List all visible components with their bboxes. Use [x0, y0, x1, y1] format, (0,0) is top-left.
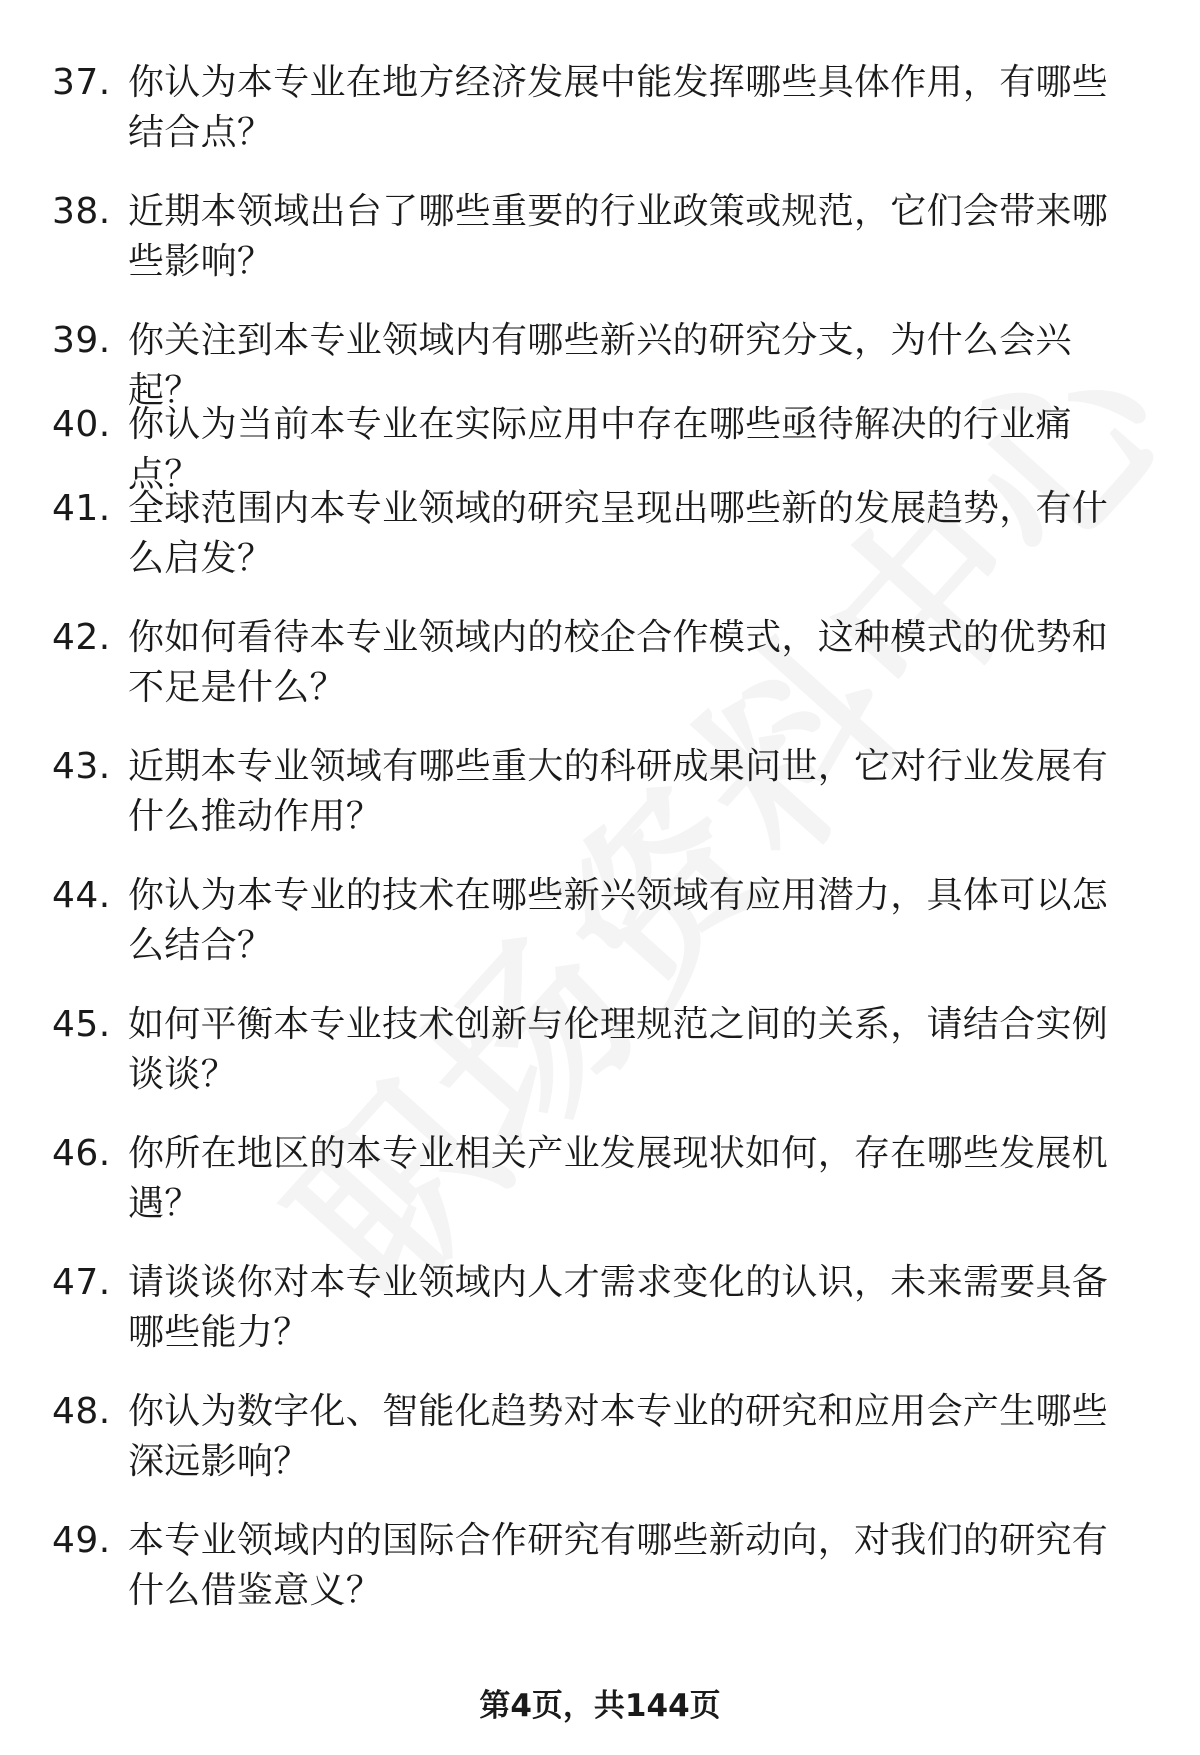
question-item: [0, 1516, 1200, 1645]
question-item: [0, 58, 1200, 187]
question-text: 近期本专业领域有哪些重大的科研成果问世，它对行业发展有什么推动作用？: [128, 746, 1109, 837]
question-text: 近期本领域出台了哪些重要的行业政策或规范，它们会带来哪些影响？: [128, 191, 1109, 282]
question-number: 42.: [52, 617, 111, 658]
question-text: 你认为当前本专业在实际应用中存在哪些亟待解决的行业痛点？: [128, 404, 1072, 495]
question-number: 43.: [52, 746, 111, 787]
question-number: 38.: [52, 191, 111, 232]
question-number: 41.: [52, 488, 111, 529]
page-footer: 第4页，共144页: [479, 1688, 721, 1724]
question-item: [0, 1387, 1200, 1516]
question-text: 你认为数字化、智能化趋势对本专业的研究和应用会产生哪些深远影响？: [128, 1391, 1109, 1482]
question-number: 47.: [52, 1262, 111, 1303]
question-number: 37.: [52, 62, 111, 103]
question-text: 你认为本专业的技术在哪些新兴领域有应用潜力，具体可以怎么结合？: [128, 875, 1109, 966]
question-text: 你认为本专业在地方经济发展中能发挥哪些具体作用，有哪些结合点？: [128, 62, 1109, 153]
question-text: 你所在地区的本专业相关产业发展现状如何，存在哪些发展机遇？: [128, 1133, 1109, 1224]
question-list: [0, 58, 1200, 1645]
question-item: [0, 400, 1200, 495]
question-item: [0, 1000, 1200, 1129]
question-text: 如何平衡本专业技术创新与伦理规范之间的关系，请结合实例谈谈？: [128, 1004, 1109, 1095]
question-text: 请谈谈你对本专业领域内人才需求变化的认识，未来需要具备哪些能力？: [128, 1262, 1109, 1353]
question-item: [0, 742, 1200, 871]
question-number: 39.: [52, 320, 111, 361]
question-item: [0, 1129, 1200, 1258]
question-number: 46.: [52, 1133, 111, 1174]
question-item: [0, 1258, 1200, 1387]
question-number: 44.: [52, 875, 111, 916]
question-number: 45.: [52, 1004, 111, 1045]
question-item: [0, 484, 1200, 613]
question-text: 你关注到本专业领域内有哪些新兴的研究分支，为什么会兴起？: [128, 320, 1072, 411]
question-item: [0, 316, 1200, 411]
question-number: 49.: [52, 1520, 111, 1561]
question-item: [0, 187, 1200, 316]
question-number: 48.: [52, 1391, 111, 1432]
question-text: 全球范围内本专业领域的研究呈现出哪些新的发展趋势，有什么启发？: [128, 488, 1109, 579]
question-item: [0, 613, 1200, 742]
question-item: [0, 871, 1200, 1000]
question-number: 40.: [52, 404, 111, 445]
question-text: 你如何看待本专业领域内的校企合作模式，这种模式的优势和不足是什么？: [128, 617, 1109, 708]
question-text: 本专业领域内的国际合作研究有哪些新动向，对我们的研究有什么借鉴意义？: [128, 1520, 1109, 1611]
